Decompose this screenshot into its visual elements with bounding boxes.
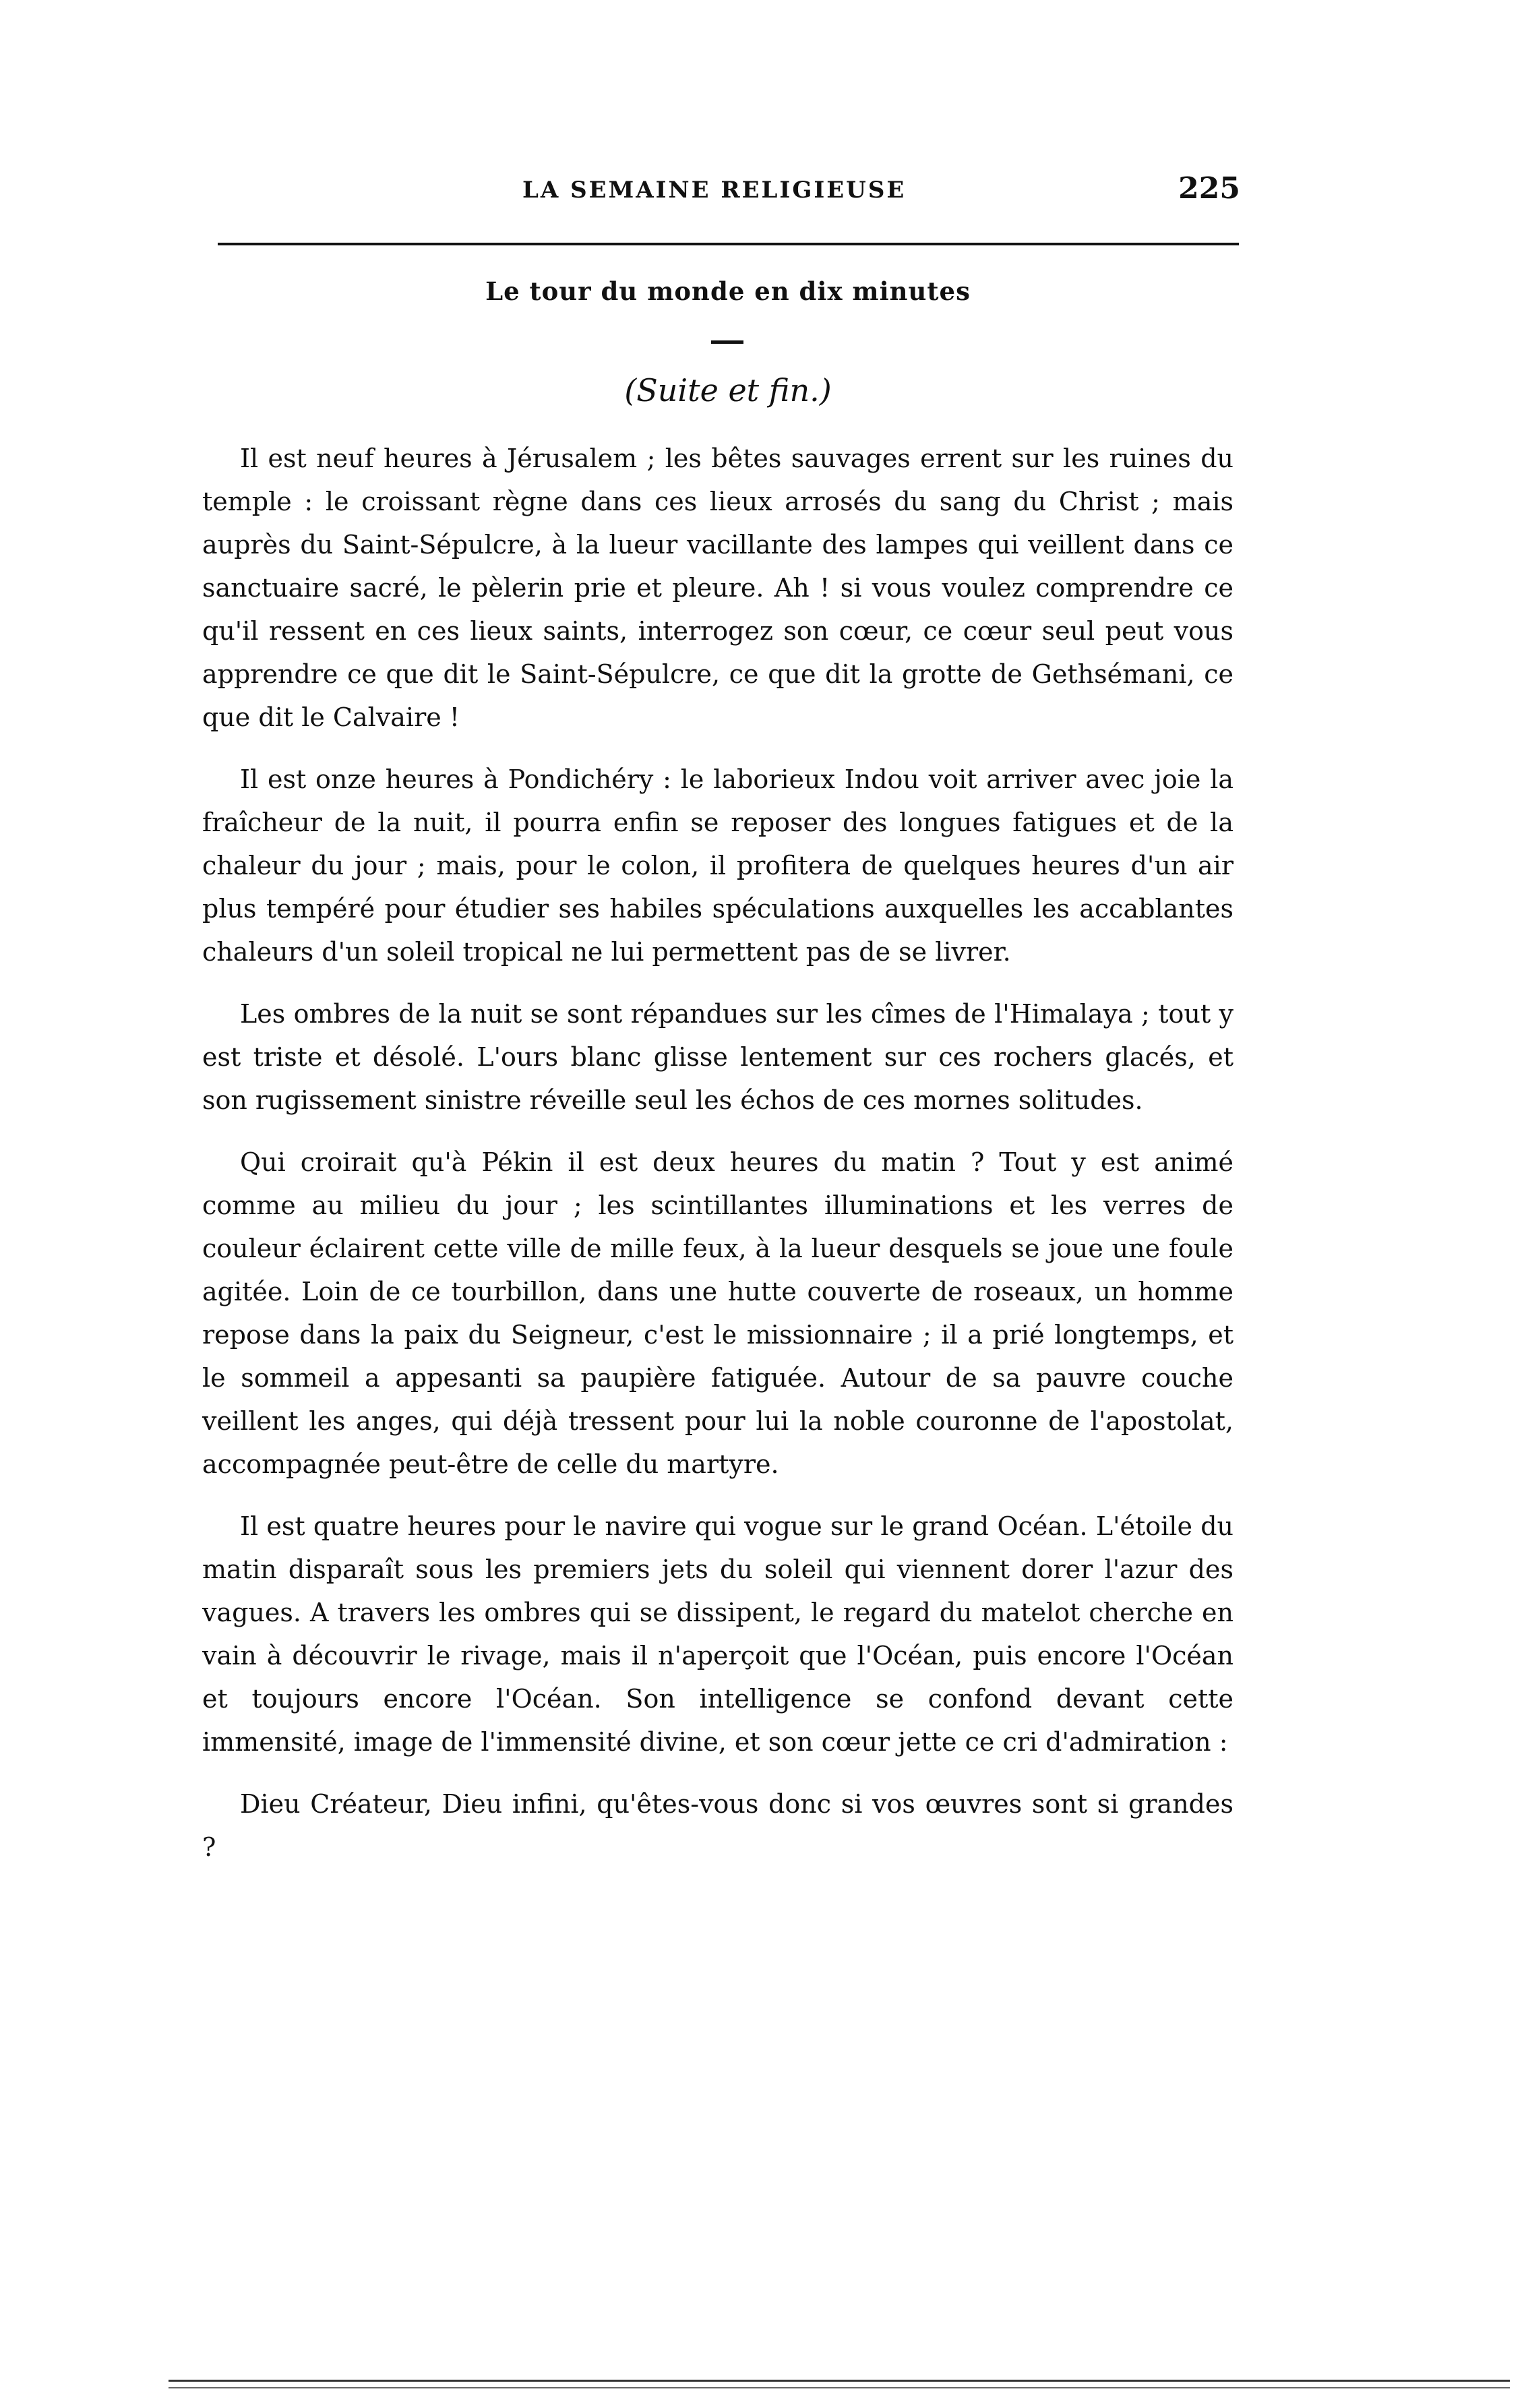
- paragraph-pekin: Qui croirait qu'à Pékin il est deux heures du matin ? Tout y est animé comme au milieu du jour ; les scintillantes illuminations et les verres de couleur éclairent cette ville de mille feux, à la lueur desquels se joue une foule agitée. Loin de ce tourbillon, dans une hutte couverte de roseaux, un homme repose dans la paix du Seigneur, c'est le missionnaire ; il a prié longtemps, et le sommeil a appesanti sa paupière fatiguée. Autour de sa pauvre couche veillent les anges, qui déjà tressent pour lui la noble couronne de l'apostolat, accompagnée peut-être de celle du martyre.: [202, 1147, 1233, 1479]
- paragraph-jerusalem: Il est neuf heures à Jérusalem ; les bêtes sauvages errent sur les ruines du temple : le croissant règne dans ces lieux arrosés du sang du Christ ; mais auprès du Saint-Sépulcre, à la lueur vacillante des lampes qui veillent dans ce sanctuaire sacré, le pèlerin prie et pleure. Ah ! si vous voulez comprendre ce qu'il ressent en ces lieux saints, interrogez son cœur, ce cœur seul peut vous apprendre ce que dit le Saint-Sépulcre, ce que dit la grotte de Gethsémani, ce que dit le Calvaire !: [202, 444, 1233, 732]
- bottom-rule: [169, 2380, 1510, 2382]
- title-divider: [711, 340, 743, 344]
- paragraph-himalaya: Les ombres de la nuit se sont répandues sur les cîmes de l'Himalaya ; tout y est triste et désolé. L'ours blanc glisse lentement sur ces rochers glacés, et son rugissement sinistre réveille seul les échos de ces mornes solitudes.: [202, 999, 1233, 1115]
- running-title: LA SEMAINE RELIGIEUSE: [522, 177, 907, 204]
- paragraph-pondichery: Il est onze heures à Pondichéry : le laborieux Indou voit arriver avec joie la fraîcheur de la nuit, il pourra enfin se reposer des longues fatigues et de la chaleur du jour ; mais, pour le colon, il profitera de quelques heures d'un air plus tempéré pour étudier ses habiles spéculations auxquelles les accablantes chaleurs d'un soleil tropical ne lui permettent pas de se livrer.: [202, 764, 1233, 967]
- article-body: [202, 437, 1233, 1888]
- page-number: 225: [1178, 171, 1240, 206]
- page-header: [216, 171, 1240, 217]
- header-rule: [218, 243, 1239, 245]
- article-subtitle: (Suite et fin.): [624, 372, 832, 409]
- paragraph-closing-prayer: Dieu Créateur, Dieu infini, qu'êtes-vous donc si vos œuvres sont si grandes ?: [202, 1789, 1233, 1862]
- article-title: Le tour du monde en dix minutes: [485, 276, 971, 306]
- bottom-rule-secondary: [169, 2387, 1510, 2388]
- paragraph-ocean: Il est quatre heures pour le navire qui vogue sur le grand Océan. L'étoile du matin disparaît sous les premiers jets du soleil qui viennent dorer l'azur des vagues. A travers les ombres qui se dissipent, le regard du matelot cherche en vain à découvrir le rivage, mais il n'aperçoit que l'Océan, puis encore l'Océan et toujours encore l'Océan. Son intelligence se confond devant cette immensité, image de l'immensité divine, et son cœur jette ce cri d'admiration :: [202, 1511, 1233, 1757]
